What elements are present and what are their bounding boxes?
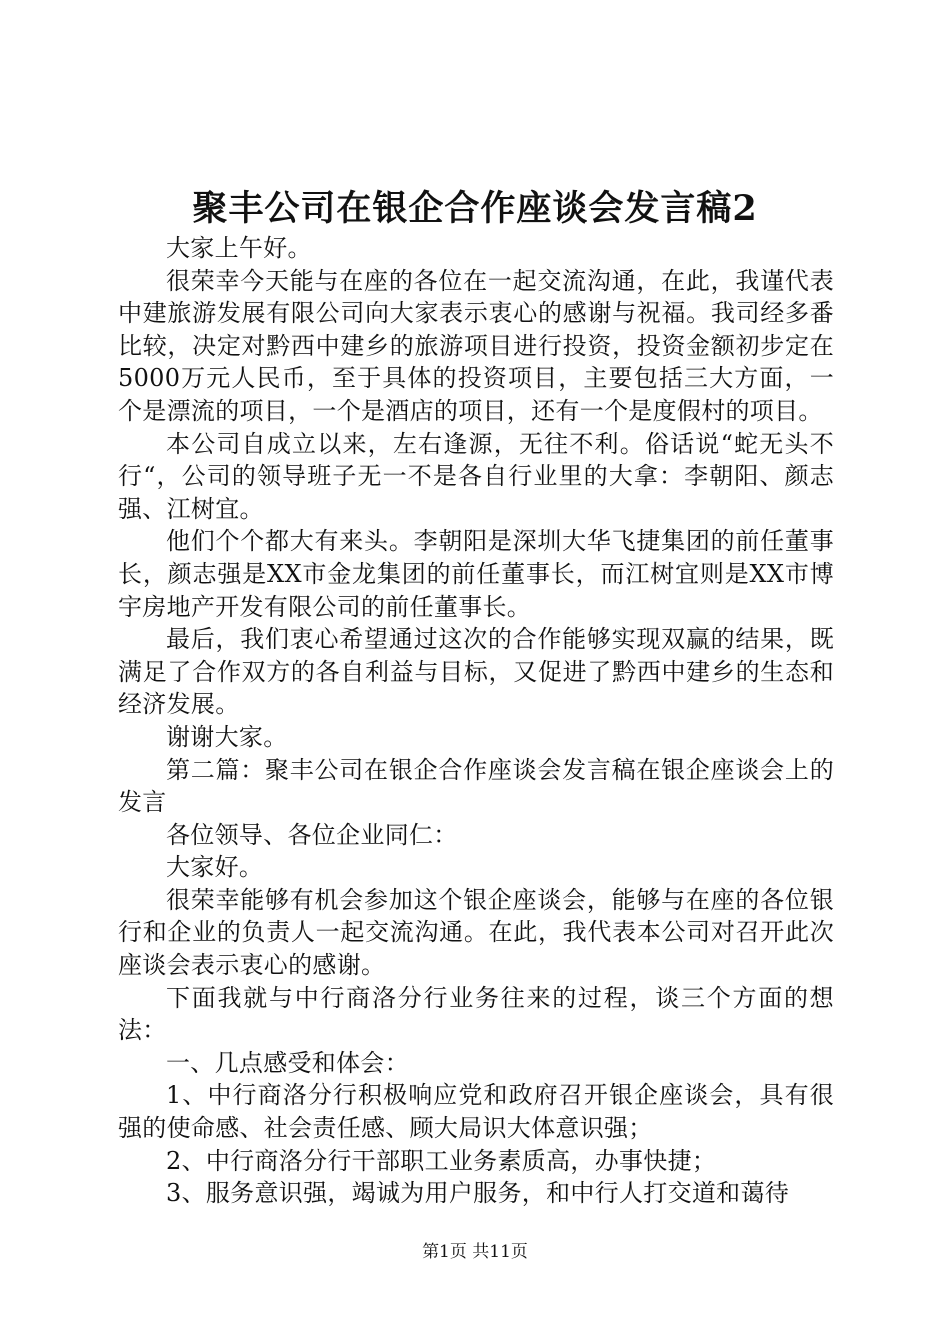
paragraph: 1、中行商洛分行积极响应党和政府召开银企座谈会，具有很强的使命感、社会责任感、顾大局识大体意识强； [118, 1081, 834, 1143]
page-number-footer: 第1页 共11页 [422, 1242, 528, 1262]
paragraph: 最后，我们衷心希望通过这次的合作能够实现双赢的结果，既满足了合作双方的各自利益与目标，又促进了黔西中建乡的生态和经济发展。 [118, 625, 834, 719]
paragraph: 谢谢大家。 [166, 722, 288, 751]
paragraph: 第二篇：聚丰公司在银企合作座谈会发言稿在银企座谈会上的发言 [118, 755, 834, 817]
paragraph: 2、中行商洛分行干部职工业务素质高，办事快捷； [166, 1146, 717, 1175]
paragraph: 3、服务意识强，竭诚为用户服务，和中行人打交道和蔼待 [166, 1179, 790, 1208]
paragraph: 大家上午好。 [166, 234, 312, 262]
paragraph: 他们个个都大有来头。李朝阳是深圳大华飞捷集团的前任董事长，颜志强是XX市金龙集团的前任董事长，而江树宜则是XX市博宇房地产开发有限公司的前任董事长。 [118, 527, 834, 621]
paragraph: 各位领导、各位企业同仁： [166, 820, 458, 849]
paragraph: 很荣幸能够有机会参加这个银企座谈会，能够与在座的各位银行和企业的负责人一起交流沟通。在此，我代表本公司对召开此次座谈会表示衷心的感谢。 [118, 885, 834, 980]
document-body [118, 232, 834, 1210]
paragraph: 大家好。 [166, 853, 264, 882]
paragraph: 一、几点感受和体会： [166, 1048, 409, 1077]
paragraph: 下面我就与中行商洛分行业务往来的过程，谈三个方面的想法： [118, 983, 834, 1045]
document-title: 聚丰公司在银企合作座谈会发言稿2 [192, 188, 758, 229]
paragraph: 很荣幸今天能与在座的各位在一起交流沟通，在此，我谨代表中建旅游发展有限公司向大家表示衷心的感谢与祝福。我司经多番比较，决定对黔西中建乡的旅游项目进行投资，投资金额初步定在5000万元人民币，至于具体的投资项目，主要包括三大方面，一个是漂流的项目，一个是酒店的项目，还有一个是度假村的项目。 [118, 266, 834, 425]
paragraph: 本公司自成立以来，左右逢源，无往不利。俗话说“蛇无头不行“，公司的领导班子无一不是各自行业里的大拿：李朝阳、颜志强、江树宜。 [118, 429, 834, 523]
